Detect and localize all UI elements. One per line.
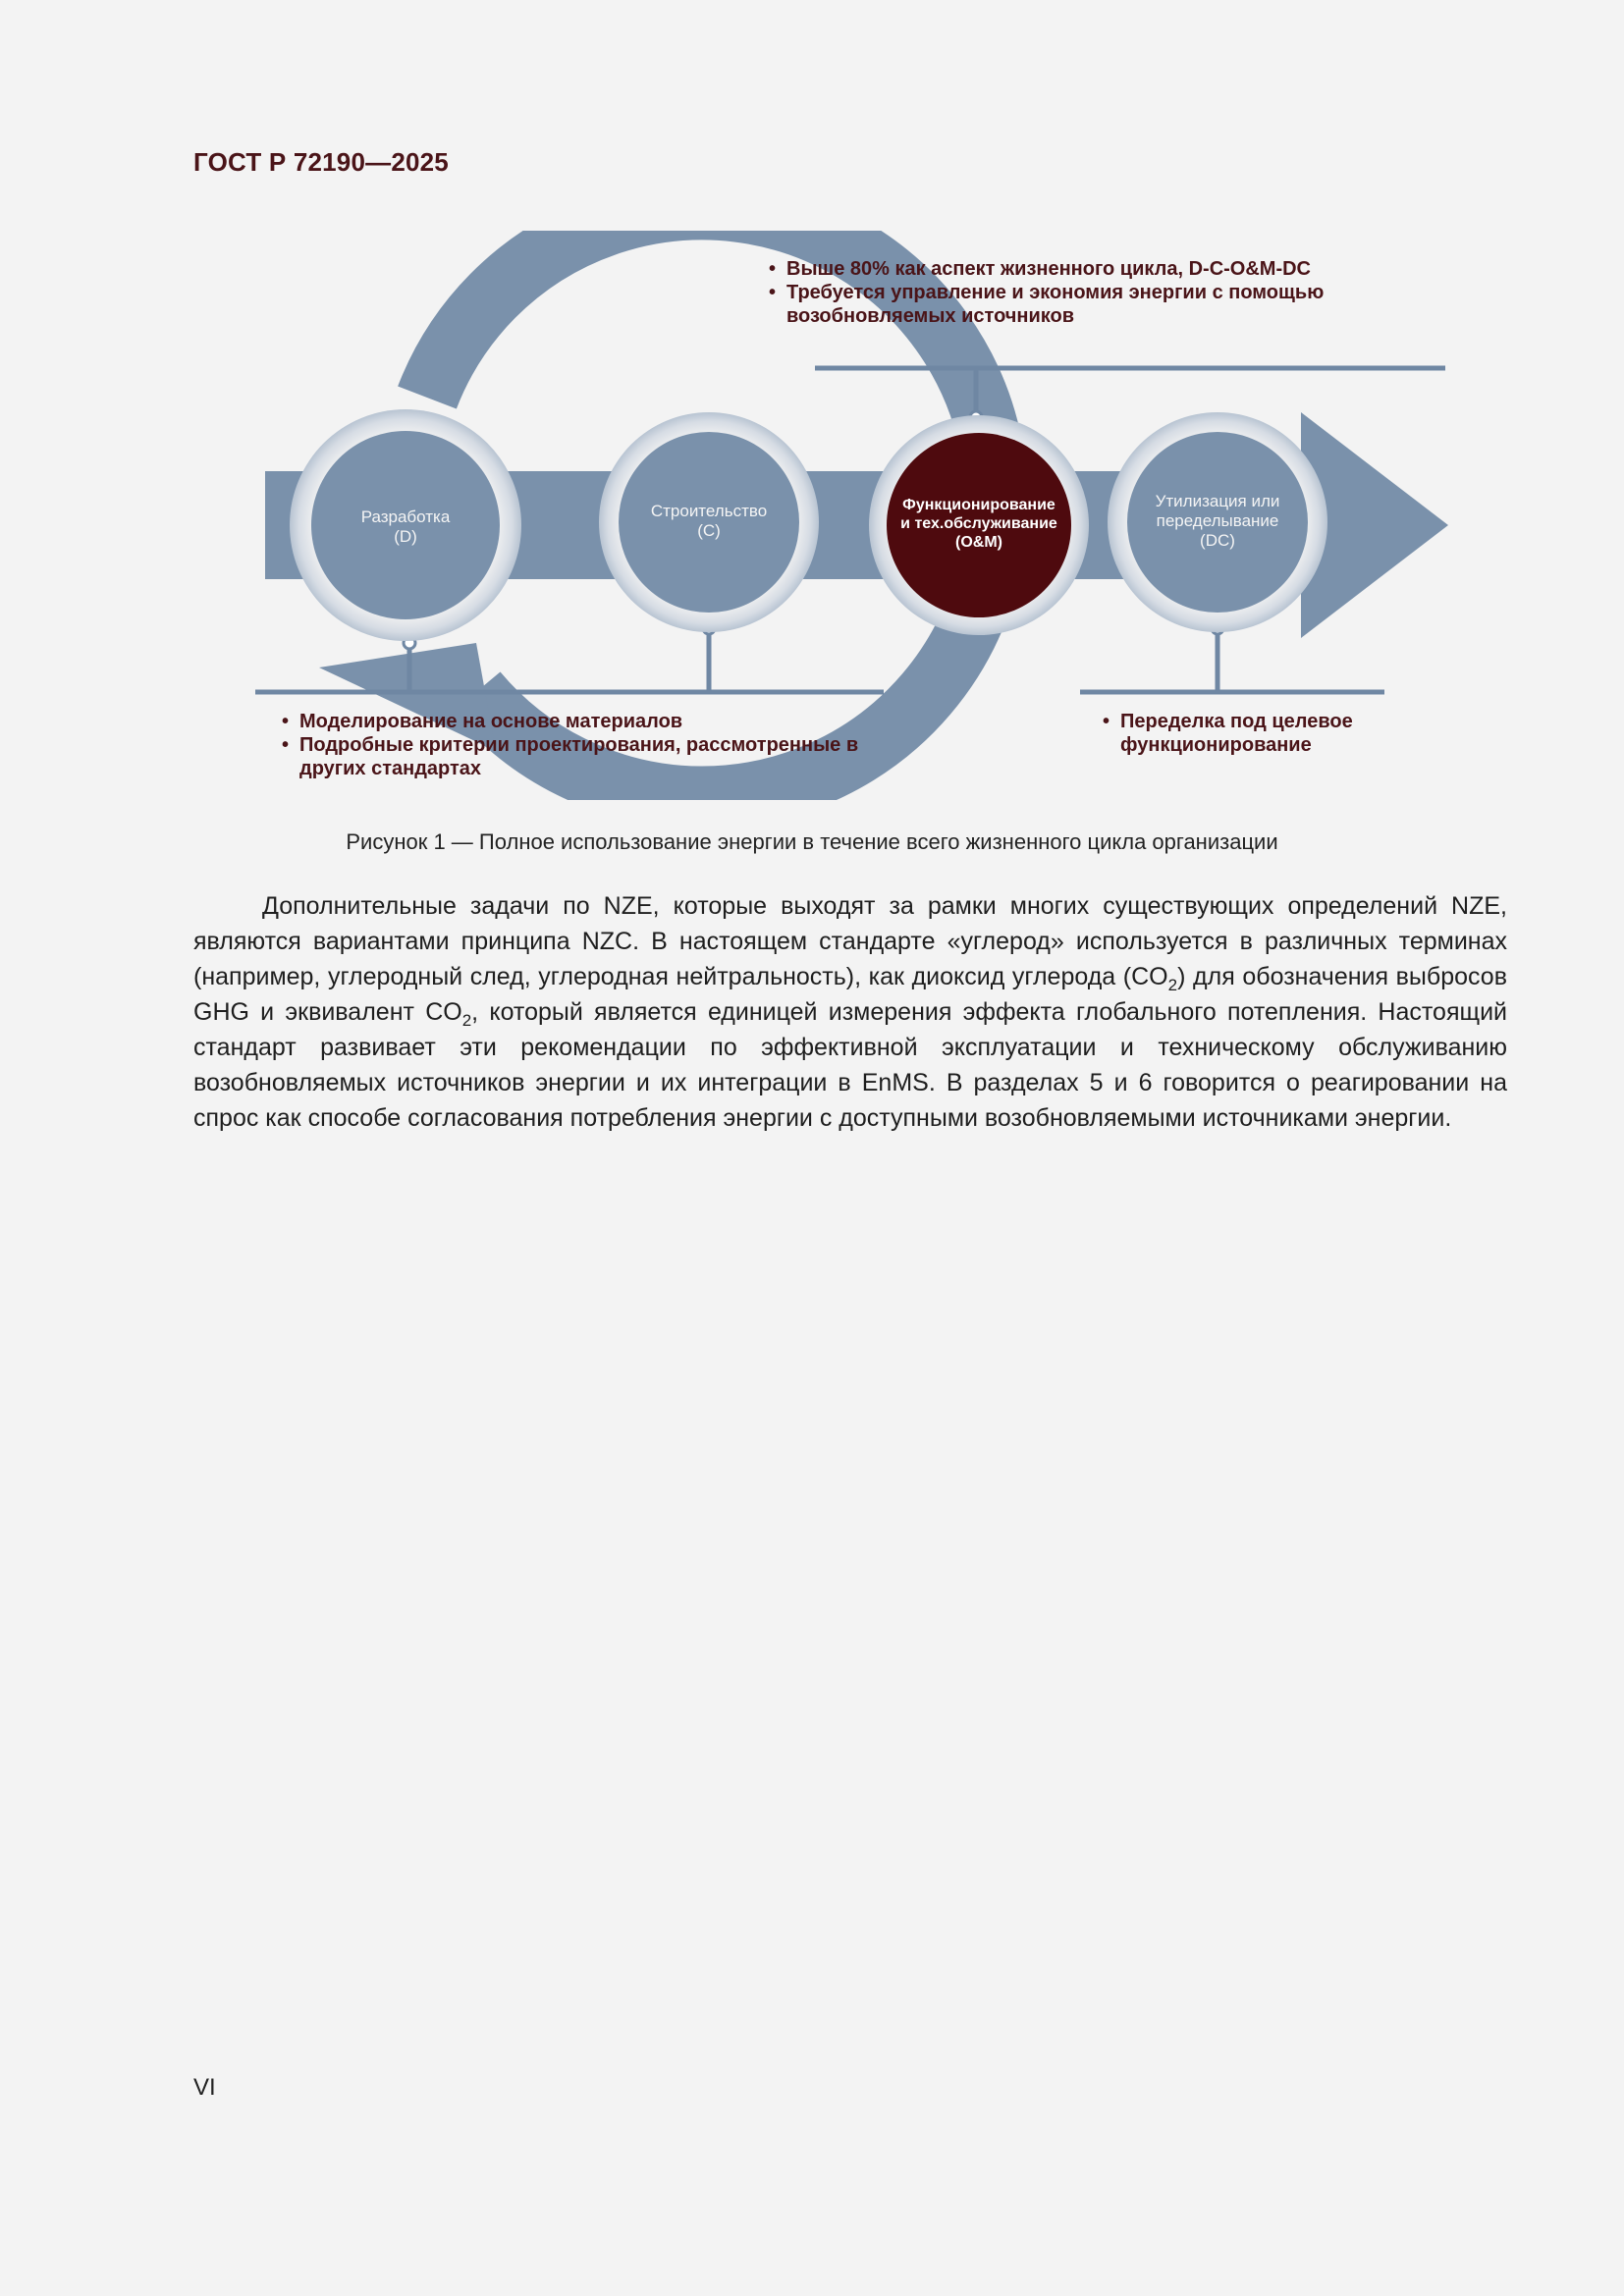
note-item: • Требуется управление и экономия энергии с помощью возобновляемых источников — [769, 281, 1358, 328]
stage-name: Функционирование — [902, 497, 1056, 513]
paragraph-text: , который является единицей измерения эффекта глобального потепления. Настоящий стандарт развивает эти рекомендации по эффективной эксплуатации и техническому обслуживанию возобновляемых источников энергии и их интеграции в EnMS. В разделах 5 и 6 говорится о реагировании на спрос как способе согласования потребления энергии с доступными возобновляемыми источниками энергии. — [193, 998, 1508, 1132]
stage-name: и тех.обслуживание — [900, 515, 1057, 532]
top-notes — [769, 257, 1358, 328]
page-number: VI — [193, 2074, 216, 2101]
stage-name: Утилизация или — [1155, 492, 1280, 510]
stage-name: Разработка — [360, 507, 451, 526]
note-item: • Переделка под целевое функционирование — [1103, 710, 1378, 757]
stage-code: (C) — [697, 521, 721, 540]
document-header: ГОСТ Р 72190—2025 — [193, 147, 449, 177]
left-notes — [282, 710, 871, 780]
paragraph-text: ) для обозначения выбросов GHG и эквивалент CO — [193, 963, 1507, 1026]
stage-name: переделывание — [1156, 511, 1279, 530]
right-notes — [1103, 710, 1378, 757]
subscript: 2 — [1167, 976, 1178, 994]
stage-label-decommission — [1129, 492, 1306, 551]
stage-code: (DC) — [1200, 531, 1235, 550]
stage-label-design — [317, 507, 494, 547]
note-item: • Выше 80% как аспект жизненного цикла, D-C-O&M-DC — [769, 257, 1358, 281]
subscript: 2 — [461, 1011, 472, 1030]
note-item: • Моделирование на основе материалов — [282, 710, 871, 733]
stage-code: (D) — [394, 527, 417, 546]
paragraph-text: Дополнительные задачи по NZE, которые выходят за рамки многих существующих определений NZE, являются вариантами принципа NZC. В настоящем стандарте «углерод» используется в различных терминах (например, углеродный след, углеродная нейтральность), как диоксид углерода (CO — [193, 892, 1507, 990]
lifecycle-diagram — [250, 231, 1468, 800]
stage-label-construction — [621, 502, 797, 541]
body-paragraph — [193, 888, 1507, 1136]
stage-code: (O&M) — [955, 534, 1002, 551]
note-item: • Подробные критерии проектирования, рассмотренные в других стандартах — [282, 733, 871, 780]
stage-name: Строительство — [650, 502, 768, 520]
figure-caption: Рисунок 1 — Полное использование энергии в течение всего жизненного цикла организации — [346, 829, 1278, 854]
stage-label-operation — [891, 496, 1067, 552]
